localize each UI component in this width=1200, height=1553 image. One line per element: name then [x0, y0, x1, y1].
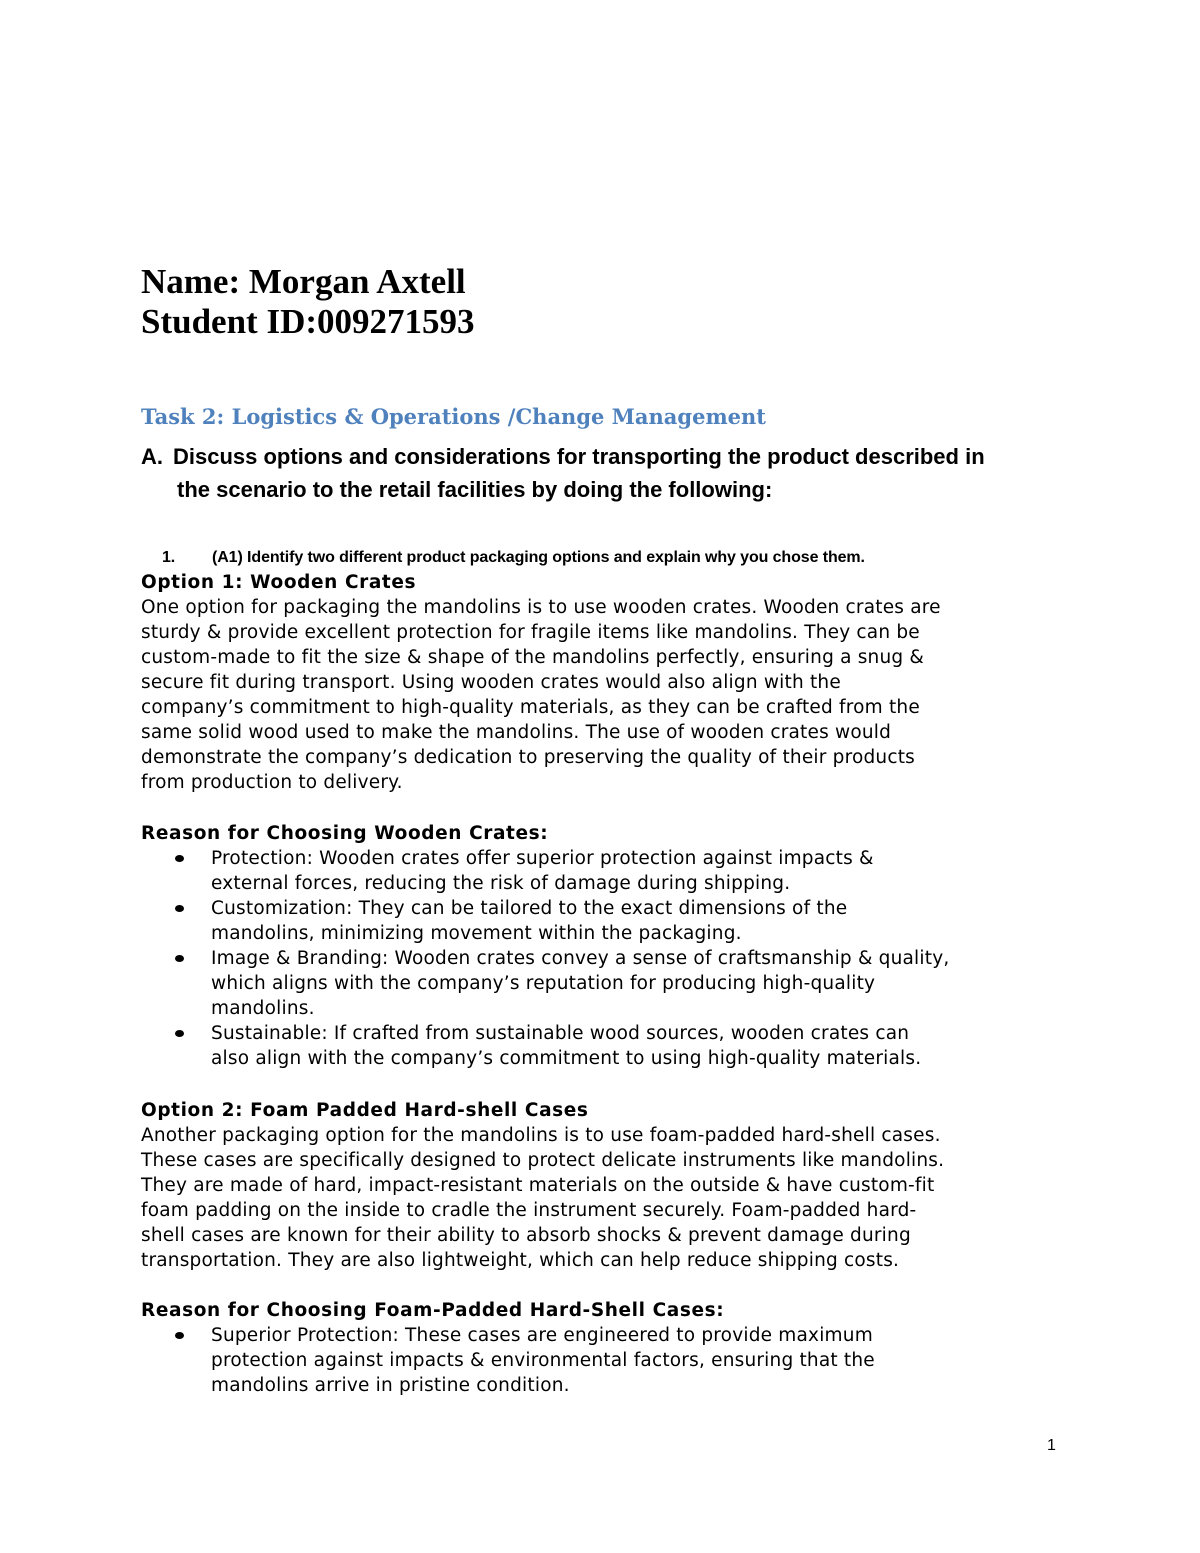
page-number: 1	[1047, 1437, 1056, 1454]
option-2-section	[141, 1098, 1071, 1273]
list-item-line: also align with the company’s commitment to using high-quality materials.	[211, 1048, 922, 1069]
option-2-paragraph	[141, 1123, 1071, 1273]
option-1-heading: Option 1: Wooden Crates	[141, 572, 417, 593]
question-a	[141, 440, 1081, 506]
list-item-line: mandolins.	[211, 998, 315, 1019]
student-header	[141, 262, 475, 342]
paragraph-line: These cases are specifically designed to protect delicate instruments like mandolins.	[141, 1150, 945, 1171]
list-item	[141, 1323, 1071, 1398]
paragraph-line: demonstrate the company’s dedication to preserving the quality of their products	[141, 747, 916, 768]
paragraph-line: sturdy & provide excellent protection for fragile items like mandolins. They can be	[141, 622, 920, 643]
reasons-1-list	[141, 846, 1071, 1071]
list-item-line: mandolins, minimizing movement within the packaging.	[211, 923, 742, 944]
reasons-1-heading: Reason for Choosing Wooden Crates:	[141, 823, 549, 844]
bullet-icon	[175, 1030, 184, 1037]
reasons-2-list	[141, 1323, 1071, 1398]
sub-question-text: (A1) Identify two different product packaging options and explain why you chose them.	[212, 549, 865, 566]
paragraph-line: One option for packaging the mandolins is to use wooden crates. Wooden crates are	[141, 597, 941, 618]
paragraph-line: from production to delivery.	[141, 772, 403, 793]
paragraph-line: transportation. They are also lightweight, which can help reduce shipping costs.	[141, 1250, 900, 1271]
question-line-2: the scenario to the retail facilities by doing the following:	[177, 477, 773, 502]
student-name: Name: Morgan Axtell	[141, 262, 466, 301]
paragraph-line: custom-made to fit the size & shape of the mandolins perfectly, ensuring a snug &	[141, 647, 925, 668]
option-2-heading: Option 2: Foam Padded Hard-shell Cases	[141, 1100, 589, 1121]
paragraph-line: company’s commitment to high-quality materials, as they can be crafted from the	[141, 697, 920, 718]
paragraph-line: They are made of hard, impact-resistant materials on the outside & have custom-fit	[141, 1175, 935, 1196]
paragraph-line: same solid wood used to make the mandolins. The use of wooden crates would	[141, 722, 892, 743]
list-item	[141, 946, 1071, 1021]
bullet-icon	[175, 1332, 184, 1339]
reasons-2-heading: Reason for Choosing Foam-Padded Hard-Shell Cases:	[141, 1300, 725, 1321]
list-item-line: Image & Branding: Wooden crates convey a sense of craftsmanship & quality,	[211, 948, 950, 969]
list-item-line: Protection: Wooden crates offer superior protection against impacts &	[211, 848, 874, 869]
paragraph-line: foam padding on the inside to cradle the instrument securely. Foam-padded hard-	[141, 1200, 917, 1221]
bullet-icon	[175, 955, 184, 962]
bullet-icon	[175, 855, 184, 862]
sub-question-a1	[162, 546, 865, 570]
list-item-line: Sustainable: If crafted from sustainable wood sources, wooden crates can	[211, 1023, 910, 1044]
list-item-line: protection against impacts & environmental factors, ensuring that the	[211, 1350, 875, 1371]
question-label: A.	[141, 444, 163, 469]
paragraph-line: shell cases are known for their ability to absorb shocks & prevent damage during	[141, 1225, 911, 1246]
list-item-line: Customization: They can be tailored to the exact dimensions of the	[211, 898, 848, 919]
paragraph-line: secure fit during transport. Using wooden crates would also align with the	[141, 672, 841, 693]
list-item-line: which aligns with the company’s reputation for producing high-quality	[211, 973, 876, 994]
student-id: Student ID:009271593	[141, 302, 475, 341]
list-item-line: external forces, reducing the risk of damage during shipping.	[211, 873, 791, 894]
option-1-paragraph	[141, 595, 1071, 795]
task-title: Task 2: Logistics & Operations /Change Management	[141, 404, 767, 429]
reasons-1-section	[141, 821, 1071, 1071]
question-line-1: Discuss options and considerations for transporting the product described in	[173, 444, 985, 469]
option-1-section	[141, 570, 1071, 795]
bullet-icon	[175, 905, 184, 912]
list-item-line: mandolins arrive in pristine condition.	[211, 1375, 570, 1396]
paragraph-line: Another packaging option for the mandolins is to use foam-padded hard-shell cases.	[141, 1125, 941, 1146]
sub-question-number: 1.	[162, 549, 176, 566]
list-item-line: Superior Protection: These cases are engineered to provide maximum	[211, 1325, 873, 1346]
list-item	[141, 896, 1071, 946]
list-item	[141, 846, 1071, 896]
reasons-2-section	[141, 1298, 1071, 1398]
list-item	[141, 1021, 1071, 1071]
